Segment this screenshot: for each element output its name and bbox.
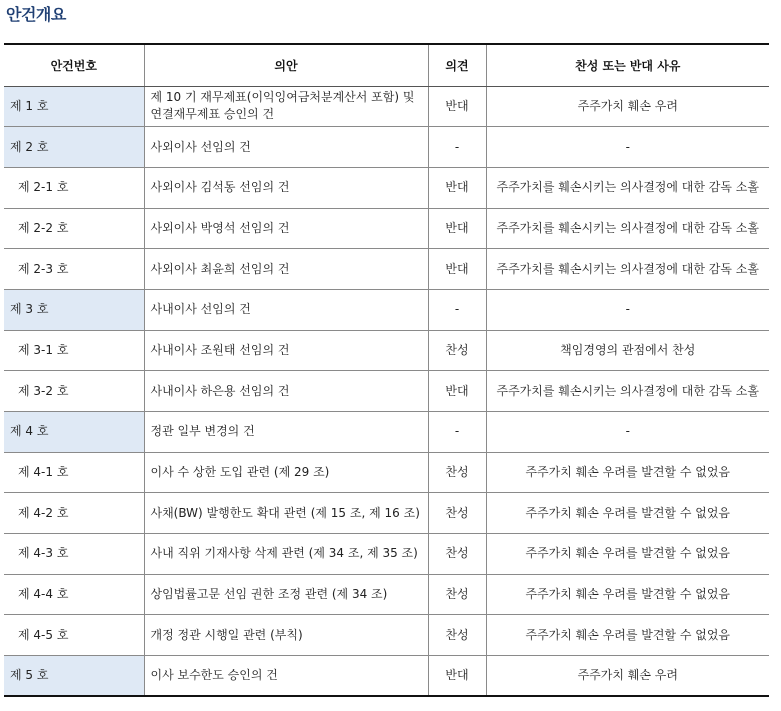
agenda-number-cell: 제 4 호 bbox=[4, 412, 144, 453]
agenda-title-cell: 사외이사 선임의 건 bbox=[144, 127, 428, 168]
agenda-number-cell: 제 4-4 호 bbox=[4, 574, 144, 615]
agenda-number-cell: 제 2-3 호 bbox=[4, 249, 144, 290]
table-row bbox=[4, 493, 769, 534]
table-row bbox=[4, 534, 769, 575]
table-row bbox=[4, 452, 769, 493]
agenda-title-cell: 사내이사 선임의 건 bbox=[144, 289, 428, 330]
table-row bbox=[4, 249, 769, 290]
reason-cell: 주주가치 훼손 우려를 발견할 수 없었음 bbox=[486, 615, 769, 656]
agenda-title-cell: 사외이사 최윤희 선임의 건 bbox=[144, 249, 428, 290]
reason-cell: 책임경영의 관점에서 찬성 bbox=[486, 330, 769, 371]
reason-cell: - bbox=[486, 289, 769, 330]
agenda-number-cell: 제 4-5 호 bbox=[4, 615, 144, 656]
table-row bbox=[4, 289, 769, 330]
opinion-cell: 반대 bbox=[428, 86, 486, 127]
opinion-cell: 반대 bbox=[428, 167, 486, 208]
agenda-number-cell: 제 1 호 bbox=[4, 86, 144, 127]
agenda-title-cell: 사내이사 하은용 선임의 건 bbox=[144, 371, 428, 412]
agenda-title-cell: 사채(BW) 발행한도 확대 관련 (제 15 조, 제 16 조) bbox=[144, 493, 428, 534]
header-opinion: 의견 bbox=[428, 44, 486, 86]
reason-cell: 주주가치 훼손 우려 bbox=[486, 86, 769, 127]
reason-cell: 주주가치 훼손 우려를 발견할 수 없었음 bbox=[486, 574, 769, 615]
opinion-cell: 반대 bbox=[428, 249, 486, 290]
reason-cell: 주주가치를 훼손시키는 의사결정에 대한 감독 소홀 bbox=[486, 371, 769, 412]
agenda-table bbox=[4, 43, 769, 697]
agenda-title-cell: 이사 보수한도 승인의 건 bbox=[144, 656, 428, 697]
opinion-cell: 찬성 bbox=[428, 493, 486, 534]
opinion-cell: 찬성 bbox=[428, 452, 486, 493]
reason-cell: - bbox=[486, 412, 769, 453]
agenda-title-cell: 개정 정관 시행일 관련 (부칙) bbox=[144, 615, 428, 656]
reason-cell: - bbox=[486, 127, 769, 168]
table-row bbox=[4, 412, 769, 453]
reason-cell: 주주가치 훼손 우려를 발견할 수 없었음 bbox=[486, 534, 769, 575]
agenda-number-cell: 제 2-1 호 bbox=[4, 167, 144, 208]
reason-cell: 주주가치 훼손 우려 bbox=[486, 656, 769, 697]
agenda-title-cell: 사내 직위 기재사항 삭제 관련 (제 34 조, 제 35 조) bbox=[144, 534, 428, 575]
reason-cell: 주주가치를 훼손시키는 의사결정에 대한 감독 소홀 bbox=[486, 249, 769, 290]
table-header-row bbox=[4, 44, 769, 86]
opinion-cell: 찬성 bbox=[428, 574, 486, 615]
table-row bbox=[4, 86, 769, 127]
table-row bbox=[4, 574, 769, 615]
table-row bbox=[4, 330, 769, 371]
agenda-number-cell: 제 2 호 bbox=[4, 127, 144, 168]
opinion-cell: - bbox=[428, 412, 486, 453]
agenda-title-cell: 제 10 기 재무제표(이익잉여금처분계산서 포함) 및 연결재무제표 승인의 건 bbox=[144, 86, 428, 127]
header-reason: 찬성 또는 반대 사유 bbox=[486, 44, 769, 86]
agenda-number-cell: 제 4-3 호 bbox=[4, 534, 144, 575]
opinion-cell: 반대 bbox=[428, 656, 486, 697]
opinion-cell: - bbox=[428, 127, 486, 168]
table-body bbox=[4, 86, 769, 696]
reason-cell: 주주가치를 훼손시키는 의사결정에 대한 감독 소홀 bbox=[486, 208, 769, 249]
agenda-number-cell: 제 3-1 호 bbox=[4, 330, 144, 371]
table-row bbox=[4, 656, 769, 697]
agenda-number-cell: 제 5 호 bbox=[4, 656, 144, 697]
table-row bbox=[4, 371, 769, 412]
opinion-cell: 찬성 bbox=[428, 615, 486, 656]
opinion-cell: - bbox=[428, 289, 486, 330]
reason-cell: 주주가치 훼손 우려를 발견할 수 없었음 bbox=[486, 493, 769, 534]
header-agenda-title: 의안 bbox=[144, 44, 428, 86]
opinion-cell: 찬성 bbox=[428, 534, 486, 575]
agenda-number-cell: 제 4-1 호 bbox=[4, 452, 144, 493]
agenda-title-cell: 정관 일부 변경의 건 bbox=[144, 412, 428, 453]
table-row bbox=[4, 127, 769, 168]
header-agenda-number: 안건번호 bbox=[4, 44, 144, 86]
agenda-number-cell: 제 3-2 호 bbox=[4, 371, 144, 412]
agenda-title-cell: 상임법률고문 선임 권한 조정 관련 (제 34 조) bbox=[144, 574, 428, 615]
reason-cell: 주주가치 훼손 우려를 발견할 수 없었음 bbox=[486, 452, 769, 493]
reason-cell: 주주가치를 훼손시키는 의사결정에 대한 감독 소홀 bbox=[486, 167, 769, 208]
agenda-title-cell: 사외이사 박영석 선임의 건 bbox=[144, 208, 428, 249]
agenda-title-cell: 사내이사 조원태 선임의 건 bbox=[144, 330, 428, 371]
table-row bbox=[4, 167, 769, 208]
opinion-cell: 반대 bbox=[428, 371, 486, 412]
table-row bbox=[4, 208, 769, 249]
section-title: 안건개요 bbox=[6, 5, 66, 24]
agenda-title-cell: 사외이사 김석동 선임의 건 bbox=[144, 167, 428, 208]
table-row bbox=[4, 615, 769, 656]
agenda-number-cell: 제 3 호 bbox=[4, 289, 144, 330]
agenda-number-cell: 제 2-2 호 bbox=[4, 208, 144, 249]
agenda-title-cell: 이사 수 상한 도입 관련 (제 29 조) bbox=[144, 452, 428, 493]
opinion-cell: 찬성 bbox=[428, 330, 486, 371]
agenda-number-cell: 제 4-2 호 bbox=[4, 493, 144, 534]
opinion-cell: 반대 bbox=[428, 208, 486, 249]
